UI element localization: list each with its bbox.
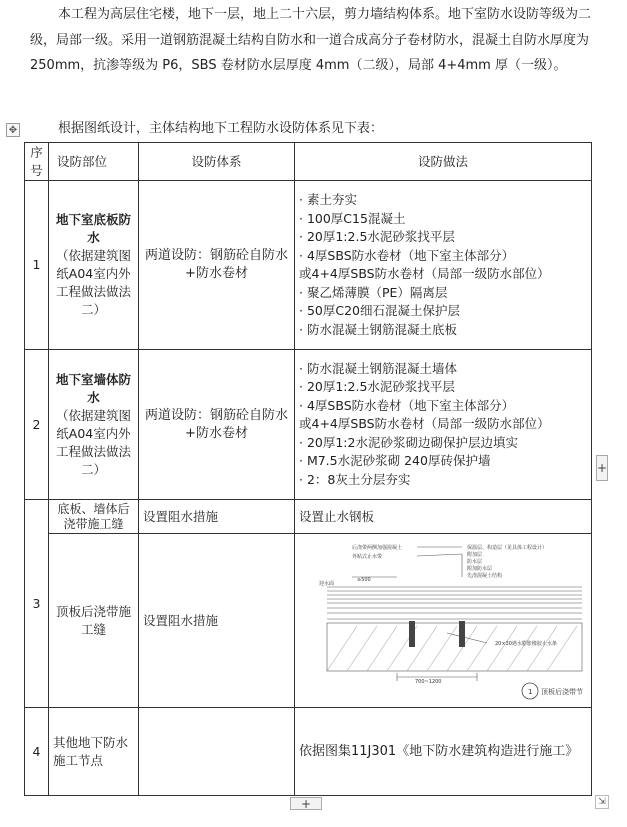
table-resize-icon[interactable]: ⇲ bbox=[595, 795, 609, 809]
header-system: 设防体系 bbox=[139, 143, 295, 181]
method-line: · M7.5水泥砂浆砌 240厚砖保护墙 bbox=[299, 453, 491, 469]
drawing-label: 700~1200 bbox=[415, 678, 442, 685]
method-line: · 聚乙烯薄膜（PE）隔离层 bbox=[299, 284, 448, 300]
drawing-label: 外贴式止水带 bbox=[352, 553, 383, 560]
drawing-label: 保温层、构造层（见具体工程设计） bbox=[467, 544, 548, 551]
drawing-label: 防水层 bbox=[467, 558, 483, 565]
row-part bbox=[49, 181, 139, 350]
header-part: 设防部位 bbox=[49, 143, 139, 181]
row-system: 两道设防：钢筋砼自防水+防水卷材 bbox=[139, 181, 295, 350]
part-note: （依据建筑图纸A04室内外工程做法做法二） bbox=[55, 248, 131, 317]
row-num: 2 bbox=[25, 350, 49, 500]
drawing-label: ≥500 bbox=[357, 576, 371, 583]
drawing-label: 20×30遇水膨胀橡胶止水条 bbox=[495, 640, 557, 647]
drawing-caption: 顶板后浇带节 bbox=[541, 687, 583, 696]
add-column-button[interactable]: + bbox=[596, 455, 608, 481]
drawing-label: 先浇混凝土结构 bbox=[467, 572, 503, 579]
row-system: 两道设防：钢筋砼自防水+防水卷材 bbox=[139, 350, 295, 500]
table-row bbox=[25, 350, 592, 500]
row-part: 底板、墙体后浇带施工缝 bbox=[49, 500, 139, 534]
row-method: 设置止水钢板 bbox=[295, 500, 592, 534]
header-method: 设防做法 bbox=[295, 143, 592, 181]
method-line: · 2：8灰土分层夯实 bbox=[299, 471, 411, 487]
method-line: · 防水混凝土钢筋混凝土墙体 bbox=[299, 360, 457, 376]
drawing-label: 附加防水层 bbox=[467, 565, 493, 572]
row-part bbox=[49, 350, 139, 500]
method-line: · 20厚1:2.5水泥砂浆找平层 bbox=[299, 229, 455, 244]
row-part: 顶板后浇带施工缝 bbox=[49, 534, 139, 708]
add-row-button[interactable]: + bbox=[290, 797, 322, 810]
part-note: （依据建筑图纸A04室内外工程做法做法二） bbox=[55, 407, 131, 477]
post-pour-band-drawing bbox=[297, 541, 587, 701]
row-num: 4 bbox=[25, 708, 49, 796]
row-num: 3 bbox=[25, 500, 49, 708]
method-line: · 20厚1:2水泥砂浆砌边砌保护层边填实 bbox=[299, 434, 518, 450]
method-line: 或4+4厚SBS防水卷材（局部一级防水部位） bbox=[299, 416, 550, 432]
method-line: · 20厚1:2.5水泥砂浆找平层 bbox=[299, 379, 455, 395]
row-method: 依据图集11J301《地下防水建筑构造进行施工》 bbox=[295, 708, 592, 796]
intro-paragraph-1: 本工程为高层住宅楼，地下一层，地上二十六层，剪力墙结构体系。地下室防水设防等级为二级，局部一级。采用一道钢筋混凝土结构自防水和一道合成高分子卷材防水，混凝土自防水厚度为 250mm，抗渗等级为 P6，SBS 卷材防水层厚度 4mm（二级），局部 4+4mm 厚（一级）。 bbox=[30, 7, 592, 73]
row-methods bbox=[295, 181, 592, 350]
drawing-label: 附加层 bbox=[467, 551, 483, 558]
table-row bbox=[25, 181, 592, 350]
row-drawing-cell bbox=[295, 534, 592, 708]
table-header-row bbox=[25, 143, 592, 181]
drawing-caption-num: 1 bbox=[528, 687, 533, 696]
row-system bbox=[139, 708, 295, 796]
method-line: 或4+4厚SBS防水卷材（局部一级防水部位） bbox=[299, 266, 550, 281]
part-title: 地下室墙体防水 bbox=[55, 371, 131, 405]
method-line: · 素土夯实 bbox=[299, 192, 357, 207]
table-move-icon[interactable]: ✥ bbox=[6, 123, 20, 137]
method-line: · 50厚C20细石混凝土保护层 bbox=[299, 303, 460, 318]
table-row bbox=[25, 534, 592, 708]
row-num: 1 bbox=[25, 181, 49, 350]
method-line: · 防水混凝土钢筋混凝土底板 bbox=[299, 321, 457, 337]
row-part: 其他地下防水施工节点 bbox=[49, 708, 139, 796]
row-methods bbox=[295, 350, 592, 500]
waterproof-table bbox=[24, 142, 592, 796]
table-row bbox=[25, 708, 592, 796]
method-line: · 4厚SBS防水卷材（地下室主体部分） bbox=[299, 397, 515, 413]
table-row bbox=[25, 500, 592, 534]
drawing-label: 后浇带两侧加强混凝土 bbox=[352, 544, 403, 551]
row-system: 设置阻水措施 bbox=[139, 500, 295, 534]
method-line: · 4厚SBS防水卷材（地下室主体部分） bbox=[299, 247, 515, 263]
drawing-label: 迎水面 bbox=[319, 580, 335, 587]
intro-paragraph-2: 根据图纸设计，主体结构地下工程防水设防体系见下表： bbox=[58, 121, 384, 136]
row-system: 设置阻水措施 bbox=[139, 534, 295, 708]
part-title: 地下室底板防水 bbox=[55, 212, 131, 245]
method-line: · 100厚C15混凝土 bbox=[299, 210, 406, 226]
header-num: 序号 bbox=[25, 143, 49, 181]
